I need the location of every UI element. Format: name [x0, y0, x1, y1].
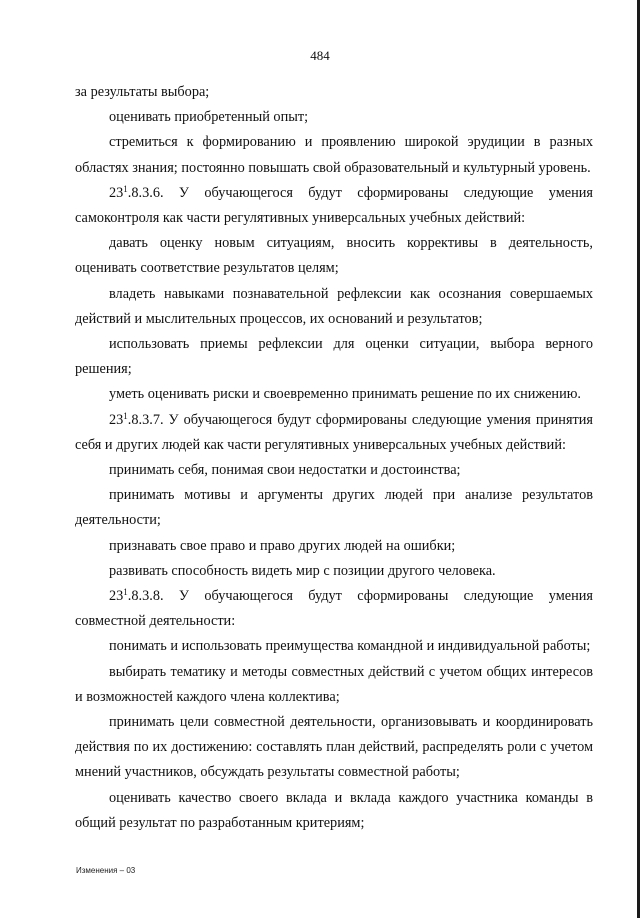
- paragraph: [75, 130, 593, 180]
- paragraph-prefix: 23: [109, 411, 124, 428]
- paragraph-superscript: 1: [123, 183, 128, 194]
- paragraph-text: принимать себя, понимая свои недостатки и достоинства;: [109, 462, 461, 479]
- paragraph: [75, 634, 593, 659]
- section-paragraph: [75, 408, 593, 458]
- paragraph-text: признавать свое право и право других людей на ошибки;: [109, 537, 456, 554]
- paragraph-text: уметь оценивать риски и своевременно принимать решение по их снижению.: [109, 386, 581, 403]
- paragraph-text: оценивать приобретенный опыт;: [109, 109, 309, 126]
- document-body: [75, 80, 593, 836]
- paragraph: [75, 458, 593, 483]
- paragraph-text: .8.3.8. У обучающегося будут сформированы следующие умения совместной деятельности:: [75, 588, 593, 630]
- paragraph: [75, 710, 593, 786]
- paragraph: [75, 786, 593, 836]
- paragraph: [75, 483, 593, 533]
- paragraph: [75, 231, 593, 281]
- paragraph-text: использовать приемы рефлексии для оценки ситуации, выбора верного решения;: [75, 336, 593, 378]
- paragraph: [75, 80, 593, 105]
- paragraph-text: понимать и использовать преимущества командной и индивидуальной работы;: [109, 638, 591, 655]
- section-paragraph: [75, 181, 593, 231]
- paragraph: [75, 382, 593, 407]
- page-number: 484: [310, 48, 330, 63]
- paragraph: [75, 282, 593, 332]
- paragraph-text: .8.3.6. У обучающегося будут сформированы следующие умения самоконтроля как части регулятивных универсальных учебных действий:: [75, 184, 593, 227]
- paragraph-text: оценивать качество своего вклада и вклада каждого участника команды в общий результат по разработанным критериям;: [75, 789, 593, 831]
- paragraph: [75, 332, 593, 382]
- footer-revision-note: Изменения – 03: [76, 866, 136, 875]
- paragraph-text: выбирать тематику и методы совместных действий с учетом общих интересов и возможностей каждого члена коллектива;: [75, 663, 593, 705]
- paragraph-text: принимать цели совместной деятельности, организовывать и координировать действия по их достижению: составлять план действий, распределять роли с учетом мнений участников, обсуждать результаты совместной работы;: [75, 714, 593, 781]
- paragraph: [75, 105, 593, 130]
- paragraph: [75, 534, 593, 559]
- paragraph-text: принимать мотивы и аргументы других людей при анализе результатов деятельности;: [75, 487, 593, 529]
- paragraph-text: владеть навыками познавательной рефлексии как осознания совершаемых действий и мыслительных процессов, их оснований и результатов;: [75, 285, 593, 327]
- paragraph: [75, 559, 593, 584]
- paragraph-superscript: 1: [123, 587, 128, 598]
- paragraph-text: стремиться к формированию и проявлению широкой эрудиции в разных областях знания; постоянно повышать свой образовательный и культурный уровень.: [75, 134, 593, 176]
- paragraph-prefix: 23: [109, 588, 124, 605]
- section-paragraph: [75, 584, 593, 634]
- paragraph-text: .8.3.7. У обучающегося будут сформированы следующие умения принятия себя и других людей как части регулятивных универсальных учебных действий:: [75, 411, 593, 453]
- paragraph-text: развивать способность видеть мир с позиции другого человека.: [109, 562, 496, 579]
- paragraph-text: за результаты выбора;: [75, 84, 210, 100]
- paragraph: [75, 660, 593, 710]
- paragraph-text: давать оценку новым ситуациям, вносить коррективы в деятельность, оценивать соответствие результатов целям;: [75, 235, 593, 277]
- paragraph-prefix: 23: [109, 184, 124, 201]
- paragraph-superscript: 1: [123, 410, 128, 421]
